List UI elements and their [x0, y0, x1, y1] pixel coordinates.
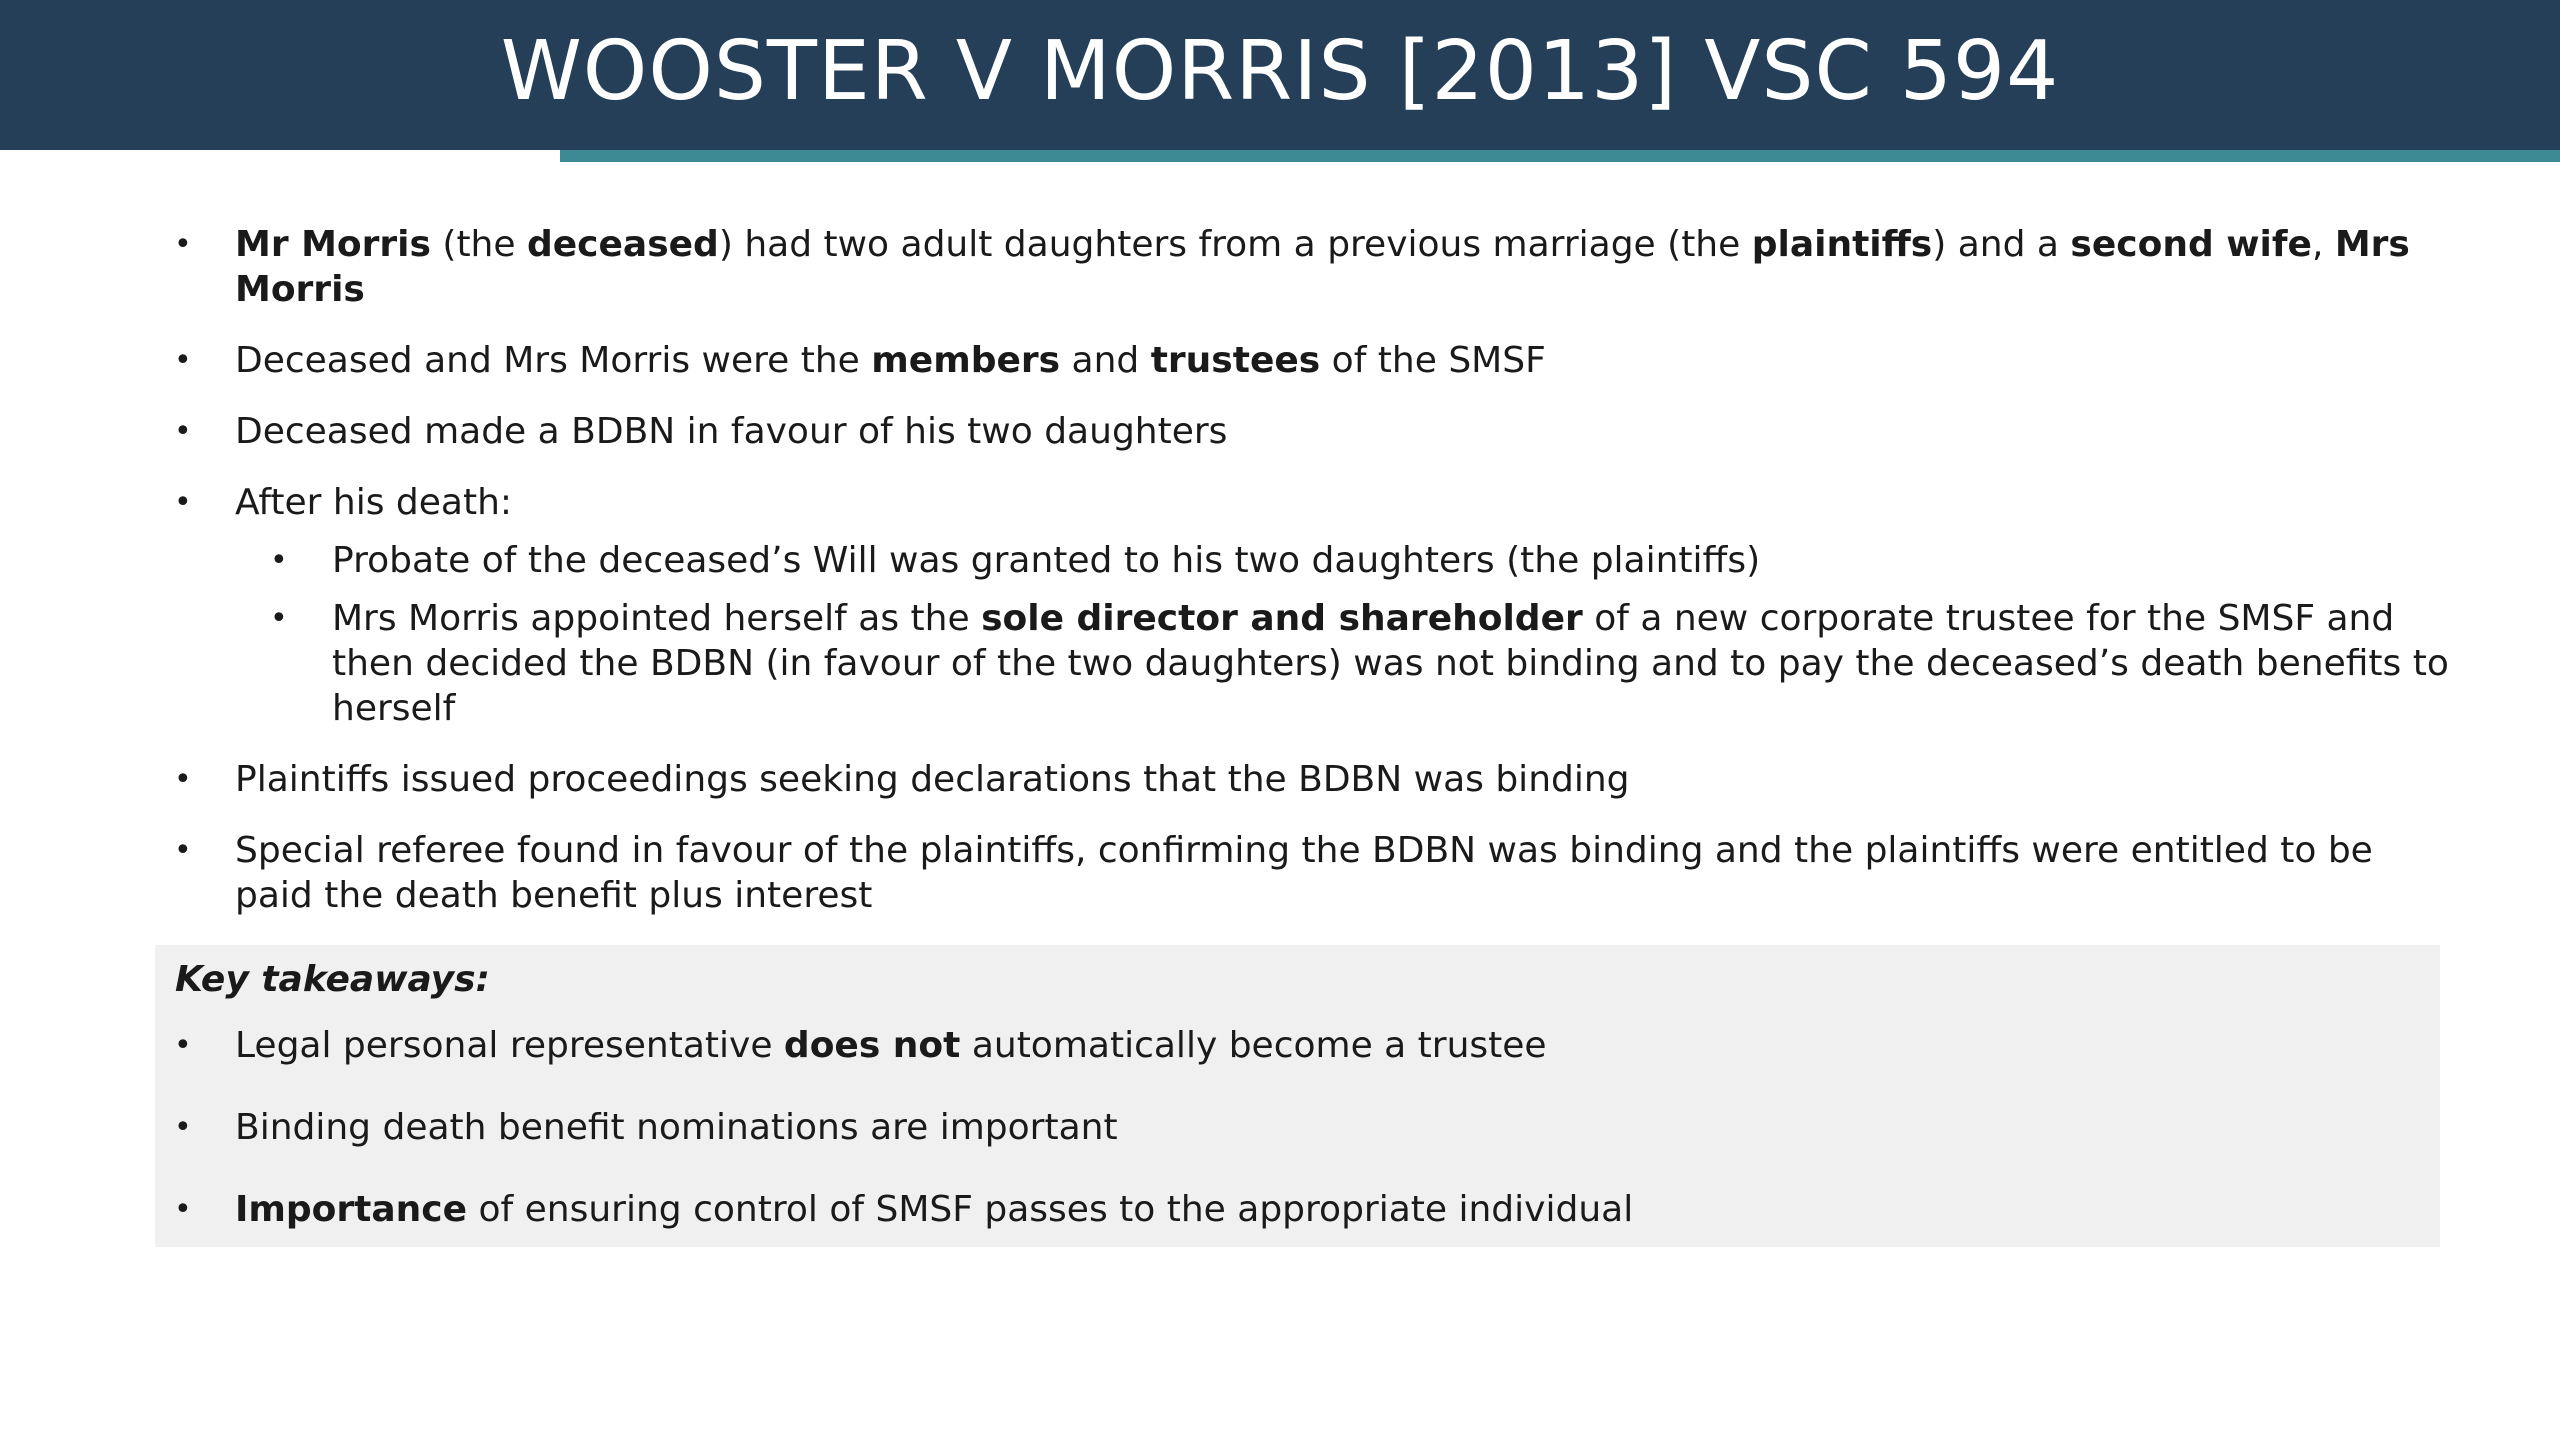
- fact-item-after-death: [170, 480, 2450, 525]
- fact-item-referee: [170, 828, 2450, 918]
- text: Deceased and Mrs Morris were the: [235, 340, 872, 381]
- bold-text: Mrs Morris: [235, 224, 2410, 310]
- fact-item-parties: [170, 222, 2450, 312]
- text: ) and a: [1932, 224, 2071, 265]
- takeaway-item-control: [170, 1187, 2410, 1232]
- bullet: •: [174, 1110, 192, 1145]
- text: of a new corporate trustee for the SMSF and then decided the BDBN (in favour of the two daughters) was not binding and to pay the deceased’s death benefits to herself: [332, 598, 2449, 729]
- text: After his death:: [235, 482, 513, 523]
- title-bar: [0, 0, 2560, 150]
- text: and: [1060, 340, 1151, 381]
- bold-text: deceased: [526, 224, 719, 265]
- takeaways-list: [170, 1023, 2410, 1269]
- key-takeaways-box: [155, 945, 2440, 1247]
- fact-item-proceedings: [170, 757, 2450, 802]
- text: Deceased made a BDBN in favour of his two daughters: [235, 411, 1228, 452]
- bullet: •: [174, 485, 192, 520]
- takeaway-item-bdbn: [170, 1105, 2410, 1150]
- bullet: •: [174, 414, 192, 449]
- sub-item-probate: [170, 538, 2450, 583]
- slide-title: WOOSTER V MORRIS [2013] VSC 594: [500, 23, 2060, 119]
- bullet: •: [174, 1028, 192, 1063]
- text: ) had two adult daughters from a previous marriage (the: [718, 224, 1752, 265]
- text: automatically become a trustee: [960, 1025, 1547, 1066]
- takeaways-heading: Key takeaways:: [175, 959, 490, 1000]
- facts-list: [170, 222, 2450, 918]
- bold-text: Importance: [235, 1189, 468, 1230]
- text: Special referee found in favour of the plaintiffs, confirming the BDBN was binding and the plaintiffs were entitled to be paid the death benefit plus interest: [235, 830, 2373, 916]
- text: Mrs Morris appointed herself as the: [332, 598, 982, 639]
- takeaway-item-lpr: [170, 1023, 2410, 1068]
- bold-text: trustees: [1150, 340, 1321, 381]
- bold-text: Mr Morris: [235, 224, 431, 265]
- bullet: •: [270, 601, 288, 636]
- bullet: •: [270, 543, 288, 578]
- bold-text: members: [871, 340, 1061, 381]
- text: Plaintiffs issued proceedings seeking declarations that the BDBN was binding: [235, 759, 1630, 800]
- bullet: •: [174, 1192, 192, 1227]
- bold-text: second wife: [2070, 224, 2312, 265]
- bullet: •: [174, 762, 192, 797]
- bold-text: sole director and shareholder: [981, 598, 1583, 639]
- text: Legal personal representative: [235, 1025, 784, 1066]
- bold-text: does not: [783, 1025, 961, 1066]
- accent-line: [560, 150, 2560, 162]
- text: of the SMSF: [1320, 340, 1546, 381]
- text: Probate of the deceased’s Will was granted to his two daughters (the plaintiffs): [332, 540, 1761, 581]
- fact-item-members: [170, 338, 2450, 383]
- text: (the: [430, 224, 527, 265]
- text: Binding death benefit nominations are important: [235, 1107, 1118, 1148]
- sub-item-appointment: [170, 596, 2450, 731]
- bold-text: plaintiffs: [1751, 224, 1933, 265]
- bullet: •: [174, 343, 192, 378]
- text: of ensuring control of SMSF passes to the appropriate individual: [467, 1189, 1634, 1230]
- fact-item-bdbn: [170, 409, 2450, 454]
- bullet: •: [174, 227, 192, 262]
- bullet: •: [174, 833, 192, 868]
- text: ,: [2311, 224, 2335, 265]
